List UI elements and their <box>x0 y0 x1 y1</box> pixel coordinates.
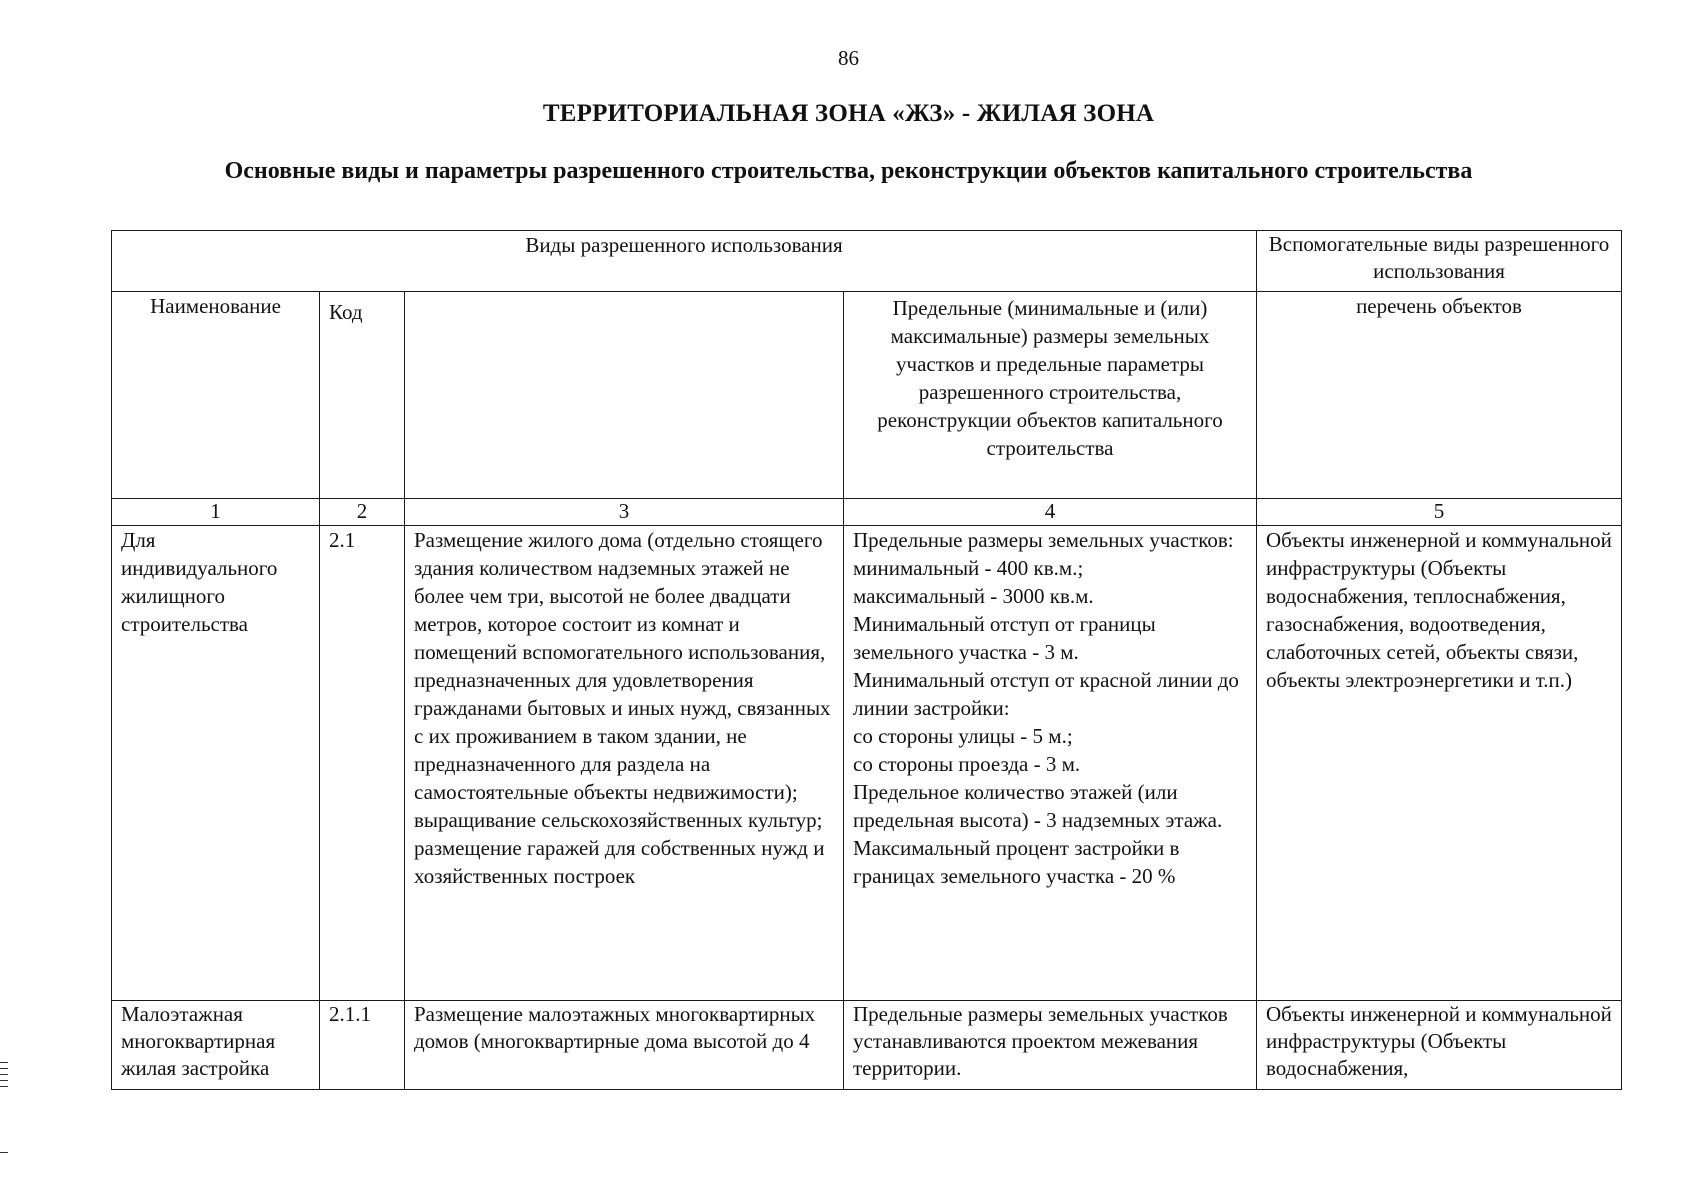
use-parameters: Предельные размеры земельных участков устанавливаются проектом межевания территории. <box>844 1001 1257 1090</box>
header-code: Код <box>320 292 405 499</box>
column-number: 3 <box>405 499 844 526</box>
scan-edge-mark <box>0 1068 8 1069</box>
column-number: 4 <box>844 499 1257 526</box>
page-number: 86 <box>838 46 859 70</box>
scan-edge-mark <box>0 1074 8 1075</box>
zone-title: ТЕРРИТОРИАЛЬНАЯ ЗОНА «ЖЗ» - ЖИЛАЯ ЗОНА <box>542 100 1155 127</box>
permitted-use-table <box>111 230 1622 1090</box>
column-number-row <box>112 499 1622 526</box>
use-description: Размещение малоэтажных многоквартирных домов (многоквартирные дома высотой до 4 <box>405 1001 844 1090</box>
column-number: 1 <box>112 499 320 526</box>
use-name: Для индивидуального жилищного строительства <box>112 526 320 1001</box>
scan-edge-mark <box>0 1062 8 1063</box>
scan-edge-mark <box>0 1080 8 1081</box>
section-subtitle: Основные виды и параметры разрешенного строительства, реконструкции объектов капитального строительства <box>224 158 1473 184</box>
header-description <box>405 292 844 499</box>
table-row <box>112 526 1622 1001</box>
header-name: Наименование <box>112 292 320 499</box>
use-code: 2.1 <box>320 526 405 1001</box>
use-name: Малоэтажная многоквартирная жилая застройка <box>112 1001 320 1090</box>
header-object-list: перечень объектов <box>1257 292 1622 499</box>
column-number: 5 <box>1257 499 1622 526</box>
scan-edge-mark <box>0 1152 8 1153</box>
auxiliary-objects: Объекты инженерной и коммунальной инфраструктуры (Объекты водоснабжения, теплоснабжения, газоснабжения, водоотведения, слаботочных сетей, объекты связи, объекты электроэнергетики и т.п.) <box>1257 526 1622 1001</box>
table-header-columns-row <box>112 292 1622 499</box>
column-number: 2 <box>320 499 405 526</box>
scan-edge-mark <box>0 1086 8 1087</box>
use-code: 2.1.1 <box>320 1001 405 1090</box>
use-parameters: Предельные размеры земельных участков: минимальный - 400 кв.м.; максимальный - 3000 кв.м. Минимальный отступ от границы земельного участка - 3 м. Минимальный отступ от красной линии до линии застройки: со стороны улицы - 5 м.; со стороны проезда - 3 м. Предельное количество этажей (или предельная высота) - 3 надземных этажа. Максимальный процент застройки в границах земельного участка - 20 % <box>844 526 1257 1001</box>
header-permitted-uses: Виды разрешенного использования <box>112 231 1257 292</box>
table-row <box>112 1001 1622 1090</box>
header-parameters: Предельные (минимальные и (или) максимальные) размеры земельных участков и предельные параметры разрешенного строительства, реконструкции объектов капитального строительства <box>844 292 1257 499</box>
header-auxiliary-uses: Вспомогательные виды разрешенного использования <box>1257 231 1622 292</box>
use-description: Размещение жилого дома (отдельно стоящего здания количеством надземных этажей не более чем три, высотой не более двадцати метров, которое состоит из комнат и помещений вспомогательного использования, предназначенных для удовлетворения гражданами бытовых и иных нужд, связанных с их проживанием в таком здании, не предназначенного для раздела на самостоятельные объекты недвижимости); выращивание сельскохозяйственных культур; размещение гаражей для собственных нужд и хозяйственных построек <box>405 526 844 1001</box>
table-header-group-row <box>112 231 1622 292</box>
auxiliary-objects: Объекты инженерной и коммунальной инфраструктуры (Объекты водоснабжения, <box>1257 1001 1622 1090</box>
